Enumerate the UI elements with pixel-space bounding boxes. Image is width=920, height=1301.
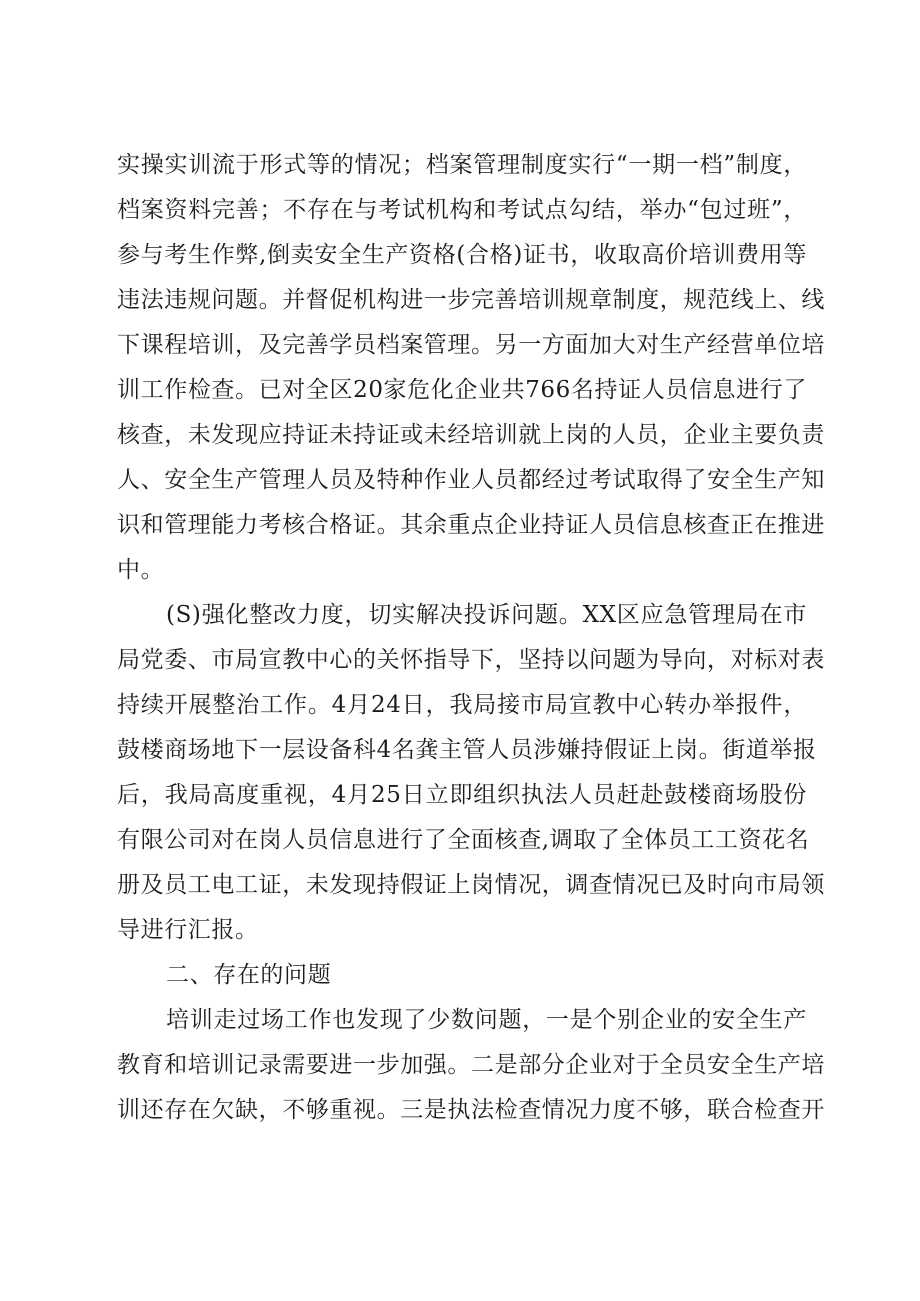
body-text-line: 违法违规问题。并督促机构进一步完善培训规章制度，规范线上、线: [117, 287, 825, 313]
body-text-line: 鼓楼商场地下一层设备科4名龚主管人员涉嫌持假证上岗。街道举报: [117, 737, 817, 763]
body-text-line: 核查，未发现应持证未持证或未经培训就上岗的人员，企业主要负责: [117, 422, 825, 448]
body-text-line: 下课程培训，及完善学员档案管理。另一方面加大对生产经营单位培: [117, 332, 825, 358]
body-text-line: 参与考生作弊,倒卖安全生产资格(合格)证书，收取高价培训费用等: [117, 242, 807, 268]
section-paragraph-start: 培训走过场工作也发现了少数问题，一是个别企业的安全生产: [166, 1007, 807, 1033]
section-heading: 二、存在的问题: [166, 962, 332, 988]
body-text-line: 有限公司对在岗人员信息进行了全面核查,调取了全体员工工资花名: [117, 827, 810, 853]
body-text-line: 人、安全生产管理人员及特种作业人员都经过考试取得了安全生产知: [117, 467, 825, 493]
body-text-line: 训还存在欠缺，不够重视。三是执法检查情况力度不够，联合检查开: [117, 1097, 825, 1123]
body-text-line: 教育和培训记录需要进一步加强。二是部分企业对于全员安全生产培: [117, 1052, 825, 1078]
body-text-line: 识和管理能力考核合格证。其余重点企业持证人员信息核查正在推进: [117, 512, 825, 538]
body-text-line: 训工作检查。已对全区20家危化企业共766名持证人员信息进行了: [117, 377, 807, 403]
body-text-line: 中。: [117, 557, 165, 583]
body-text-line: 册及员工电工证，未发现持假证上岗情况，调查情况已及时向市局领: [117, 872, 825, 898]
body-text-line: 局党委、市局宣教中心的关怀指导下，坚持以问题为导向，对标对表: [117, 647, 825, 673]
section-paragraph-start: (S)强化整改力度，切实解决投诉问题。XX区应急管理局在市: [166, 602, 807, 628]
body-text-line: 持续开展整治工作。4月24日，我局接市局宣教中心转办举报件，: [117, 692, 807, 718]
body-text-line: 后，我局高度重视，4月25日立即组织执法人员赶赴鼓楼商场股份: [117, 782, 807, 808]
body-text-line: 实操实训流于形式等的情况；档案管理制度实行“一期一档”制度，: [117, 152, 807, 178]
body-text-line: 档案资料完善；不存在与考试机构和考试点勾结，举办“包过班”，: [117, 197, 807, 223]
body-text-line: 导进行汇报。: [117, 917, 259, 943]
